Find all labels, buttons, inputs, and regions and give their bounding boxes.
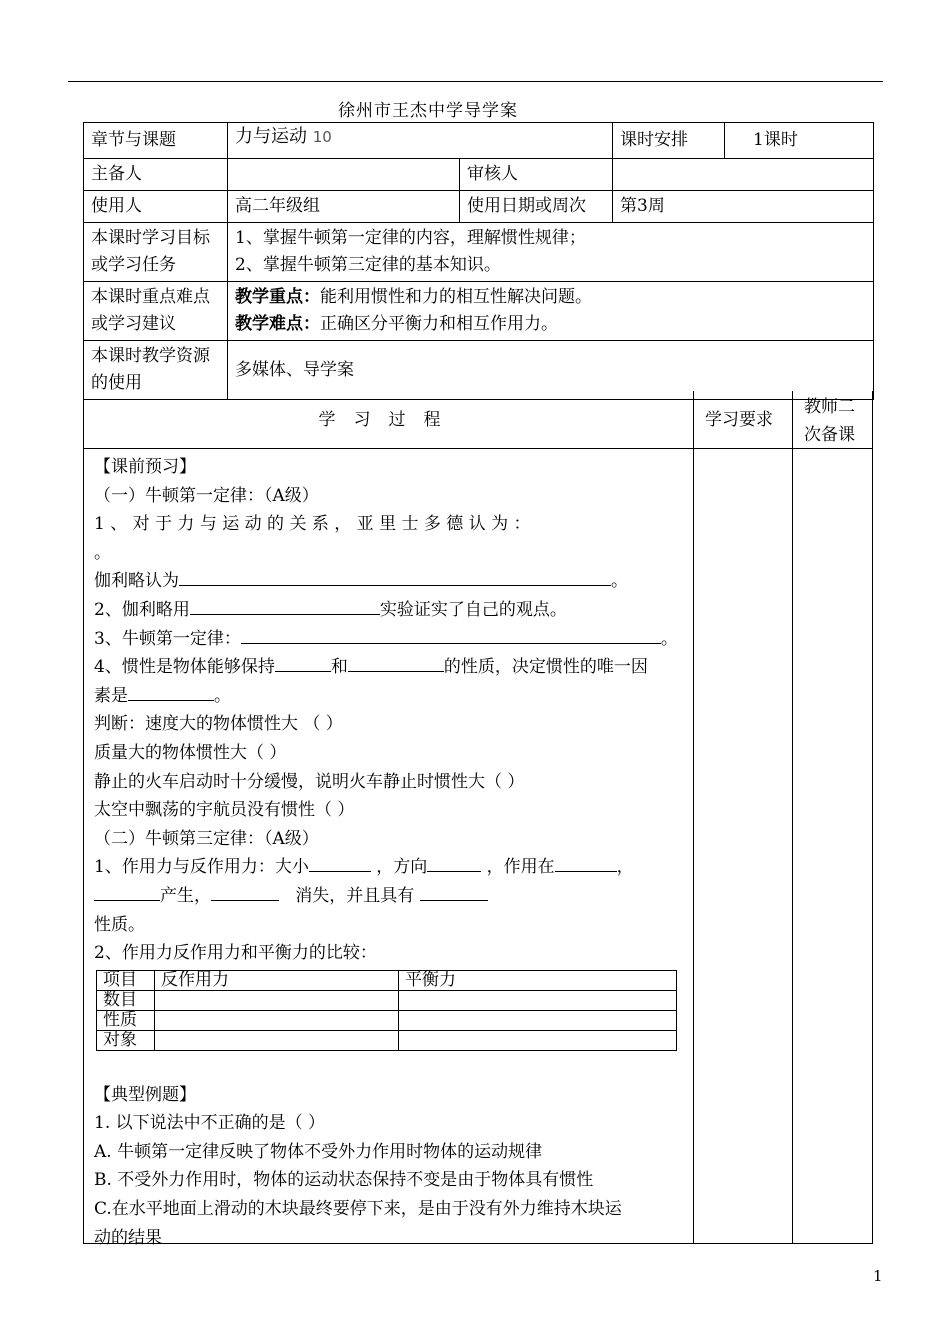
answer-blank[interactable] — [128, 683, 214, 701]
user-label: 使用人 — [84, 191, 228, 223]
example-question: 1. 以下说法中不正确的是（ ） — [94, 1113, 326, 1134]
teacher-header: 教师二 次备课 — [804, 397, 855, 445]
resource-label: 本课时教学资源的使用 — [84, 341, 228, 400]
table-cell[interactable] — [155, 1010, 399, 1030]
process-header: 学习过程 — [318, 410, 459, 430]
answer-blank[interactable] — [309, 854, 371, 872]
key-point: 能利用惯性和力的相互性解决问题。 — [320, 287, 592, 307]
table-cell[interactable] — [399, 1010, 677, 1030]
answer-blank[interactable] — [190, 597, 380, 615]
preview-heading: 【课前预习】 — [94, 457, 196, 477]
user-value: 高二年级组 — [228, 191, 460, 223]
table-cell[interactable] — [399, 1030, 677, 1050]
goal-item: 1、掌握牛顿第一定律的内容，理解惯性规律； — [235, 228, 586, 248]
column-divider — [792, 391, 793, 1243]
key-label: 本课时重点难点或学习建议 — [84, 282, 228, 341]
answer-blank[interactable] — [179, 568, 611, 586]
question-line: 产生， 消失，并且具有 — [94, 882, 689, 911]
example-heading: 【典型例题】 — [94, 1084, 196, 1105]
table-cell[interactable] — [155, 1030, 399, 1050]
table-header-row — [97, 970, 677, 990]
judge-item: 判断：速度大的物体惯性大 （ ） — [94, 714, 343, 735]
row-divider — [84, 448, 872, 449]
table-header-cell: 项目 — [97, 970, 155, 990]
learning-process-section — [83, 391, 873, 1248]
table-row — [97, 1010, 677, 1030]
table-row-label: 对象 — [97, 1030, 155, 1050]
date-label: 使用日期或周次 — [460, 191, 613, 223]
table-cell[interactable] — [399, 990, 677, 1010]
answer-blank[interactable] — [275, 654, 331, 672]
goal-item: 2、掌握牛顿第三定律的基本知识。 — [235, 255, 501, 275]
key-value — [228, 282, 874, 341]
goal-value — [228, 223, 874, 282]
question-line: 4、惯性是物体能够保持 和 的性质，决定惯性的唯一因 — [94, 653, 689, 682]
judge-item: 质量大的物体惯性大（ ） — [94, 742, 287, 763]
preparer-label: 主备人 — [84, 159, 228, 191]
option-c-continued: 动的结果 — [94, 1227, 162, 1248]
question-line: 性质。 — [94, 914, 145, 935]
answer-blank[interactable] — [427, 854, 481, 872]
answer-blank[interactable] — [555, 854, 617, 872]
table-row-label: 数目 — [97, 990, 155, 1010]
requirement-header: 学习要求 — [705, 410, 773, 430]
column-divider — [693, 391, 694, 1243]
table-row-label: 性质 — [97, 1010, 155, 1030]
answer-blank[interactable] — [94, 883, 160, 901]
comparison-table — [96, 970, 677, 1051]
question-line: 2、伽利略用 实验证实了自己的观点。 — [94, 596, 689, 625]
schedule-value: 1课时 — [725, 123, 874, 159]
process-content — [94, 453, 689, 1252]
question-line: 3、牛顿第一定律： 。 — [94, 625, 689, 654]
lesson-info-table — [83, 122, 874, 400]
page-number: 1 — [873, 1267, 883, 1285]
answer-blank[interactable] — [348, 654, 444, 672]
section-heading: （二）牛顿第三定律：（A级） — [94, 828, 319, 849]
question-line: 1、作用力与反作用力：大小 ，方向 ，作用在 ， — [94, 853, 689, 882]
header-rule — [68, 81, 883, 82]
table-row — [97, 990, 677, 1010]
reviewer-value — [613, 159, 874, 191]
goal-label: 本课时学习目标或学习任务 — [84, 223, 228, 282]
table-header-cell: 反作用力 — [155, 970, 399, 990]
answer-blank[interactable] — [211, 883, 279, 901]
table-header-cell: 平衡力 — [399, 970, 677, 990]
question-line: 1 、 对 于 力 与 运 动 的 关 系 ， 亚 里 士 多 德 认 为 ： — [94, 514, 531, 535]
resource-value: 多媒体、导学案 — [228, 341, 874, 400]
chapter-value: 力与运动 10 — [228, 123, 613, 159]
answer-blank[interactable] — [241, 626, 661, 644]
difficulty-label: 教学难点： — [235, 314, 320, 334]
option-a: A. 牛顿第一定律反映了物体不受外力作用时物体的运动规律 — [94, 1141, 543, 1162]
judge-item: 静止的火车启动时十分缓慢，说明火车静止时惯性大（ ） — [94, 771, 525, 792]
date-value: 第3周 — [613, 191, 874, 223]
reviewer-label: 审核人 — [460, 159, 613, 191]
option-b: B. 不受外力作用时，物体的运动状态保持不变是由于物体具有惯性 — [94, 1170, 594, 1191]
judge-item: 太空中飘荡的宇航员没有惯性（ ） — [94, 800, 355, 821]
question-line: 。 — [94, 542, 111, 563]
preparer-value — [228, 159, 460, 191]
answer-blank[interactable] — [420, 883, 488, 901]
question-line: 2、作用力反作用力和平衡力的比较： — [94, 943, 377, 964]
key-point-label: 教学重点： — [235, 287, 320, 307]
option-c: C.在水平地面上滑动的木块最终要停下来，是由于没有外力维持木块运 — [94, 1199, 622, 1220]
table-row — [97, 1030, 677, 1050]
difficulty: 正确区分平衡力和相互作用力。 — [320, 314, 558, 334]
question-line: 伽利略认为 。 — [94, 567, 689, 596]
chapter-label: 章节与课题 — [84, 123, 228, 159]
question-line: 素是 。 — [94, 682, 689, 711]
document-title: 徐州市王杰中学导学案 — [338, 101, 518, 121]
schedule-label: 课时安排 — [613, 123, 725, 159]
table-cell[interactable] — [155, 990, 399, 1010]
section-heading: （一）牛顿第一定律：（A级） — [94, 485, 319, 506]
